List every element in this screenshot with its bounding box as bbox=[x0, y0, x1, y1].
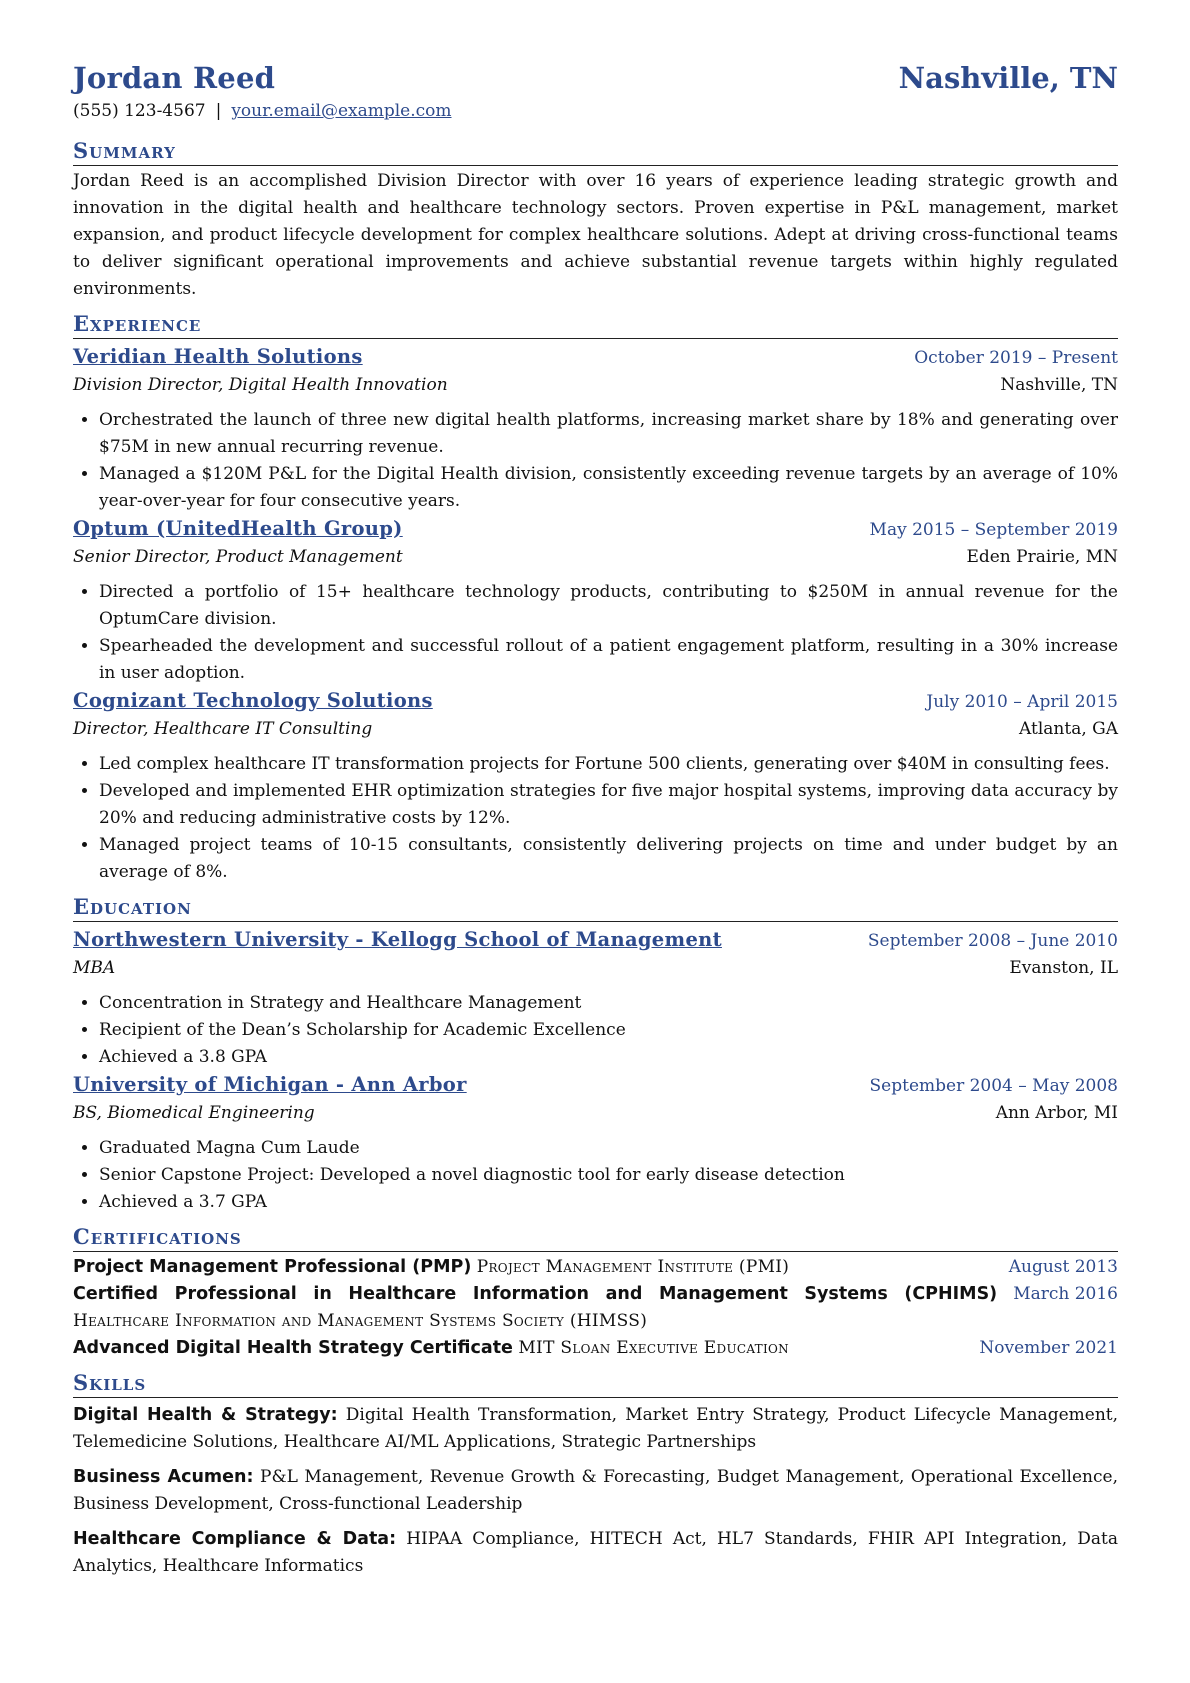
list-item: • Developed and implemented EHR optimization strategies for five major hospital systems, improving data accuracy by 20% and reducing administrative costs by 12%. bbox=[99, 778, 1118, 832]
education-entry bbox=[73, 926, 1118, 1071]
skill-group-items: P&L Management, Revenue Growth & Forecasting, Budget Management, Operational Excellence, Business Development, Cross-functional Leadership bbox=[73, 1467, 1118, 1514]
list-item: • Senior Capstone Project: Developed a novel diagnostic tool for early disease detection bbox=[99, 1162, 1118, 1189]
list-item: • Achieved a 3.7 GPA bbox=[99, 1189, 1118, 1216]
certification-item bbox=[73, 1281, 1118, 1335]
experience-entry bbox=[73, 515, 1118, 687]
certification-item bbox=[73, 1335, 1118, 1362]
skill-group-items: Digital Health Transformation, Market Entry Strategy, Product Lifecycle Management, Telemedicine Solutions, Healthcare AI/ML Applications, Strategic Partnerships bbox=[73, 1405, 1118, 1452]
section-title-education: Education bbox=[73, 894, 1118, 922]
list-item: • Led complex healthcare IT transformation projects for Fortune 500 clients, generating over $40M in consulting fees. bbox=[99, 751, 1118, 778]
summary-text: Jordan Reed is an accomplished Division Director with over 16 years of experience leading strategic growth and innovation in the digital health and healthcare technology sectors. Proven expertise in P&L management, market expansion, and product lifecycle development for complex healthcare solutions. Adept at driving cross-functional teams to deliver significant operational improvements and achieve substantial revenue targets within highly regulated environments. bbox=[73, 171, 1118, 299]
study-dates: September 2004 – May 2008 bbox=[869, 1076, 1118, 1096]
list-item: • Managed project teams of 10-15 consultants, consistently delivering projects on time and under budget by an average of 8%. bbox=[99, 832, 1118, 886]
skills-section bbox=[73, 1370, 1118, 1580]
candidate-name: Jordan Reed bbox=[73, 61, 276, 95]
job-location: Eden Prairie, MN bbox=[966, 547, 1118, 567]
list-item: • Concentration in Strategy and Healthcare Management bbox=[99, 990, 1118, 1017]
section-title-experience: Experience bbox=[73, 311, 1118, 339]
experience-section bbox=[73, 311, 1118, 886]
certification-name: Certified Professional in Healthcare Information and Management Systems (CPHIMS) bbox=[73, 1284, 998, 1304]
job-location: Nashville, TN bbox=[1000, 375, 1118, 395]
school-name[interactable]: University of Michigan - Ann Arbor bbox=[73, 1073, 467, 1096]
education-section bbox=[73, 894, 1118, 1216]
skill-group bbox=[73, 1526, 1118, 1580]
degree: MBA bbox=[73, 958, 116, 978]
job-location: Atlanta, GA bbox=[1019, 719, 1118, 739]
list-item: • Directed a portfolio of 15+ healthcare technology products, contributing to $250M in annual revenue for the OptumCare division. bbox=[99, 579, 1118, 633]
section-title-skills: Skills bbox=[73, 1370, 1118, 1398]
summary-section bbox=[73, 138, 1118, 303]
employment-dates: May 2015 – September 2019 bbox=[869, 520, 1118, 540]
header-location: Nashville, TN bbox=[898, 61, 1118, 95]
job-title: Division Director, Digital Health Innovation bbox=[73, 375, 448, 395]
certification-date: November 2021 bbox=[979, 1338, 1118, 1358]
section-title-certifications: Certifications bbox=[73, 1224, 1118, 1252]
achievement-list bbox=[73, 751, 1118, 886]
employment-dates: July 2010 – April 2015 bbox=[926, 692, 1118, 712]
achievement-list bbox=[73, 579, 1118, 687]
contact-separator: | bbox=[215, 101, 222, 121]
education-details-list bbox=[73, 1135, 1118, 1216]
header bbox=[73, 60, 1118, 96]
degree: BS, Biomedical Engineering bbox=[73, 1103, 315, 1123]
employer-name[interactable]: Optum (UnitedHealth Group) bbox=[73, 517, 403, 540]
school-name[interactable]: Northwestern University - Kellogg School of Management bbox=[73, 928, 722, 951]
certification-issuer: Project Management Institute (PMI) bbox=[476, 1257, 790, 1277]
skill-group-items: HIPAA Compliance, HITECH Act, HL7 Standards, FHIR API Integration, Data Analytics, Healthcare Informatics bbox=[73, 1529, 1119, 1576]
list-item: • Orchestrated the launch of three new digital health platforms, increasing market share by 18% and generating over $75M in new annual recurring revenue. bbox=[99, 407, 1118, 461]
certification-name: Project Management Professional (PMP) bbox=[73, 1257, 472, 1277]
achievement-list bbox=[73, 407, 1118, 515]
study-dates: September 2008 – June 2010 bbox=[867, 931, 1118, 951]
experience-entry bbox=[73, 687, 1118, 886]
section-title-summary: Summary bbox=[73, 138, 1118, 166]
certification-item bbox=[73, 1254, 1118, 1281]
certification-date: August 2013 bbox=[1008, 1257, 1118, 1277]
certification-issuer: Healthcare Information and Management Systems Society (HIMSS) bbox=[73, 1311, 648, 1331]
education-entry bbox=[73, 1071, 1118, 1216]
certification-date: March 2016 bbox=[1013, 1284, 1118, 1304]
employment-dates: October 2019 – Present bbox=[914, 348, 1118, 368]
experience-entry bbox=[73, 343, 1118, 515]
email-link[interactable]: your.email@example.com bbox=[231, 101, 452, 121]
employer-name[interactable]: Veridian Health Solutions bbox=[73, 345, 363, 368]
list-item: • Recipient of the Dean’s Scholarship for Academic Excellence bbox=[99, 1017, 1118, 1044]
skill-group-label: Healthcare Compliance & Data: bbox=[73, 1529, 397, 1549]
list-item: • Managed a $120M P&L for the Digital Health division, consistently exceeding revenue targets by an average of 10% year-over-year for four consecutive years. bbox=[99, 461, 1118, 515]
skill-group bbox=[73, 1402, 1118, 1456]
certification-name: Advanced Digital Health Strategy Certificate bbox=[73, 1338, 513, 1358]
skill-group bbox=[73, 1464, 1118, 1518]
education-details-list bbox=[73, 990, 1118, 1071]
certifications-section bbox=[73, 1224, 1118, 1362]
skill-group-label: Digital Health & Strategy: bbox=[73, 1405, 338, 1425]
skill-group-label: Business Acumen: bbox=[73, 1467, 254, 1487]
employer-name[interactable]: Cognizant Technology Solutions bbox=[73, 689, 433, 712]
job-title: Director, Healthcare IT Consulting bbox=[73, 719, 373, 739]
list-item: • Graduated Magna Cum Laude bbox=[99, 1135, 1118, 1162]
phone-number: (555) 123-4567 bbox=[73, 101, 206, 121]
school-location: Ann Arbor, MI bbox=[995, 1103, 1118, 1123]
school-location: Evanston, IL bbox=[1009, 958, 1118, 978]
list-item: • Achieved a 3.8 GPA bbox=[99, 1044, 1118, 1071]
certification-issuer: MIT Sloan Executive Education bbox=[518, 1338, 789, 1358]
contact-line bbox=[73, 100, 1118, 122]
list-item: • Spearheaded the development and successful rollout of a patient engagement platform, resulting in a 30% increase in user adoption. bbox=[99, 633, 1118, 687]
job-title: Senior Director, Product Management bbox=[73, 547, 403, 567]
